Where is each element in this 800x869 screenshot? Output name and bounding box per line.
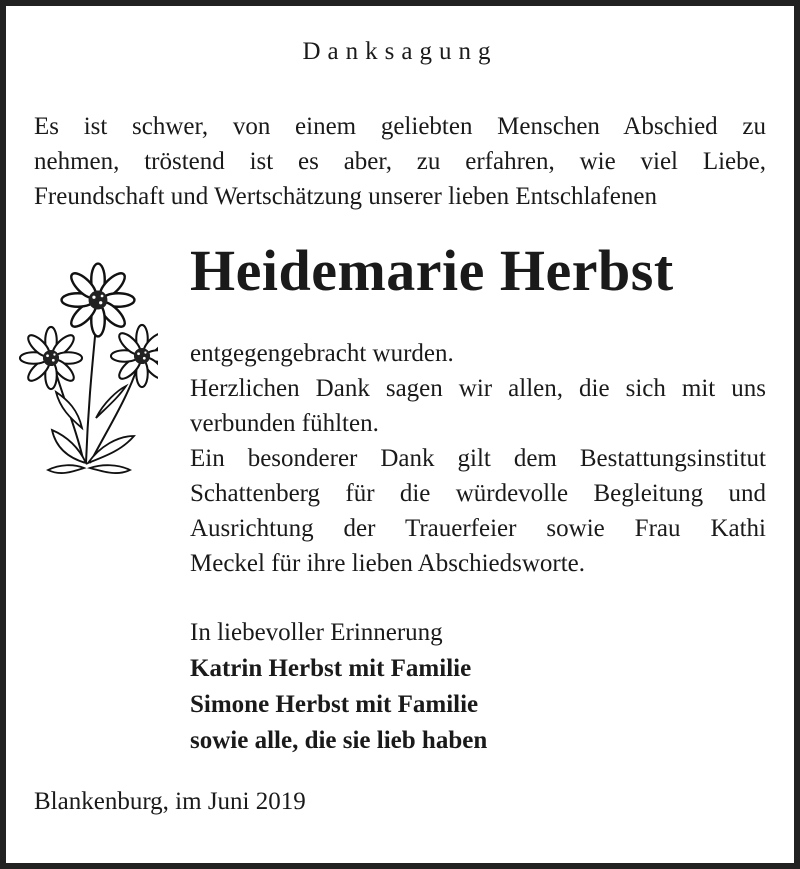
thanks-paragraph xyxy=(190,336,766,581)
body-line: entgegengebracht wurden. xyxy=(190,340,454,367)
body-line: Meckel für ihre lieben Abschiedsworte. xyxy=(190,550,586,577)
body-line: Ein besonderer Dank gilt dem Bestattungsinstitut xyxy=(190,445,766,472)
intro-paragraph xyxy=(34,109,766,214)
signer-line: sowie alle, die sie lieb haben xyxy=(190,727,488,754)
closing-block xyxy=(190,615,750,759)
intro-line: Freundschaft und Wertschätzung unserer lieben Entschlafenen xyxy=(34,183,657,210)
closing-salutation: In liebevoller Erinnerung xyxy=(190,619,443,646)
body-line: verbunden fühlten. xyxy=(190,410,379,437)
notice-heading: Danksagung xyxy=(302,38,498,65)
body-line: Ausrichtung der Trauerfeier sowie Frau Kathi xyxy=(190,515,766,542)
signer-line: Simone Herbst mit Familie xyxy=(190,691,479,718)
edelweiss-flowers-icon xyxy=(18,258,158,490)
intro-line: nehmen, tröstend ist es aber, zu erfahren, wie viel Liebe, xyxy=(34,148,766,175)
intro-line: Es ist schwer, von einem geliebten Menschen Abschied zu xyxy=(34,113,766,140)
signer-line: Katrin Herbst mit Familie xyxy=(190,655,472,682)
deceased-name: Heidemarie Herbst xyxy=(190,238,674,303)
body-line: Herzlichen Dank sagen wir allen, die sich mit uns xyxy=(190,375,766,402)
place-date: Blankenburg, im Juni 2019 xyxy=(34,788,306,815)
body-line: Schattenberg für die würdevolle Begleitung und xyxy=(190,480,766,507)
